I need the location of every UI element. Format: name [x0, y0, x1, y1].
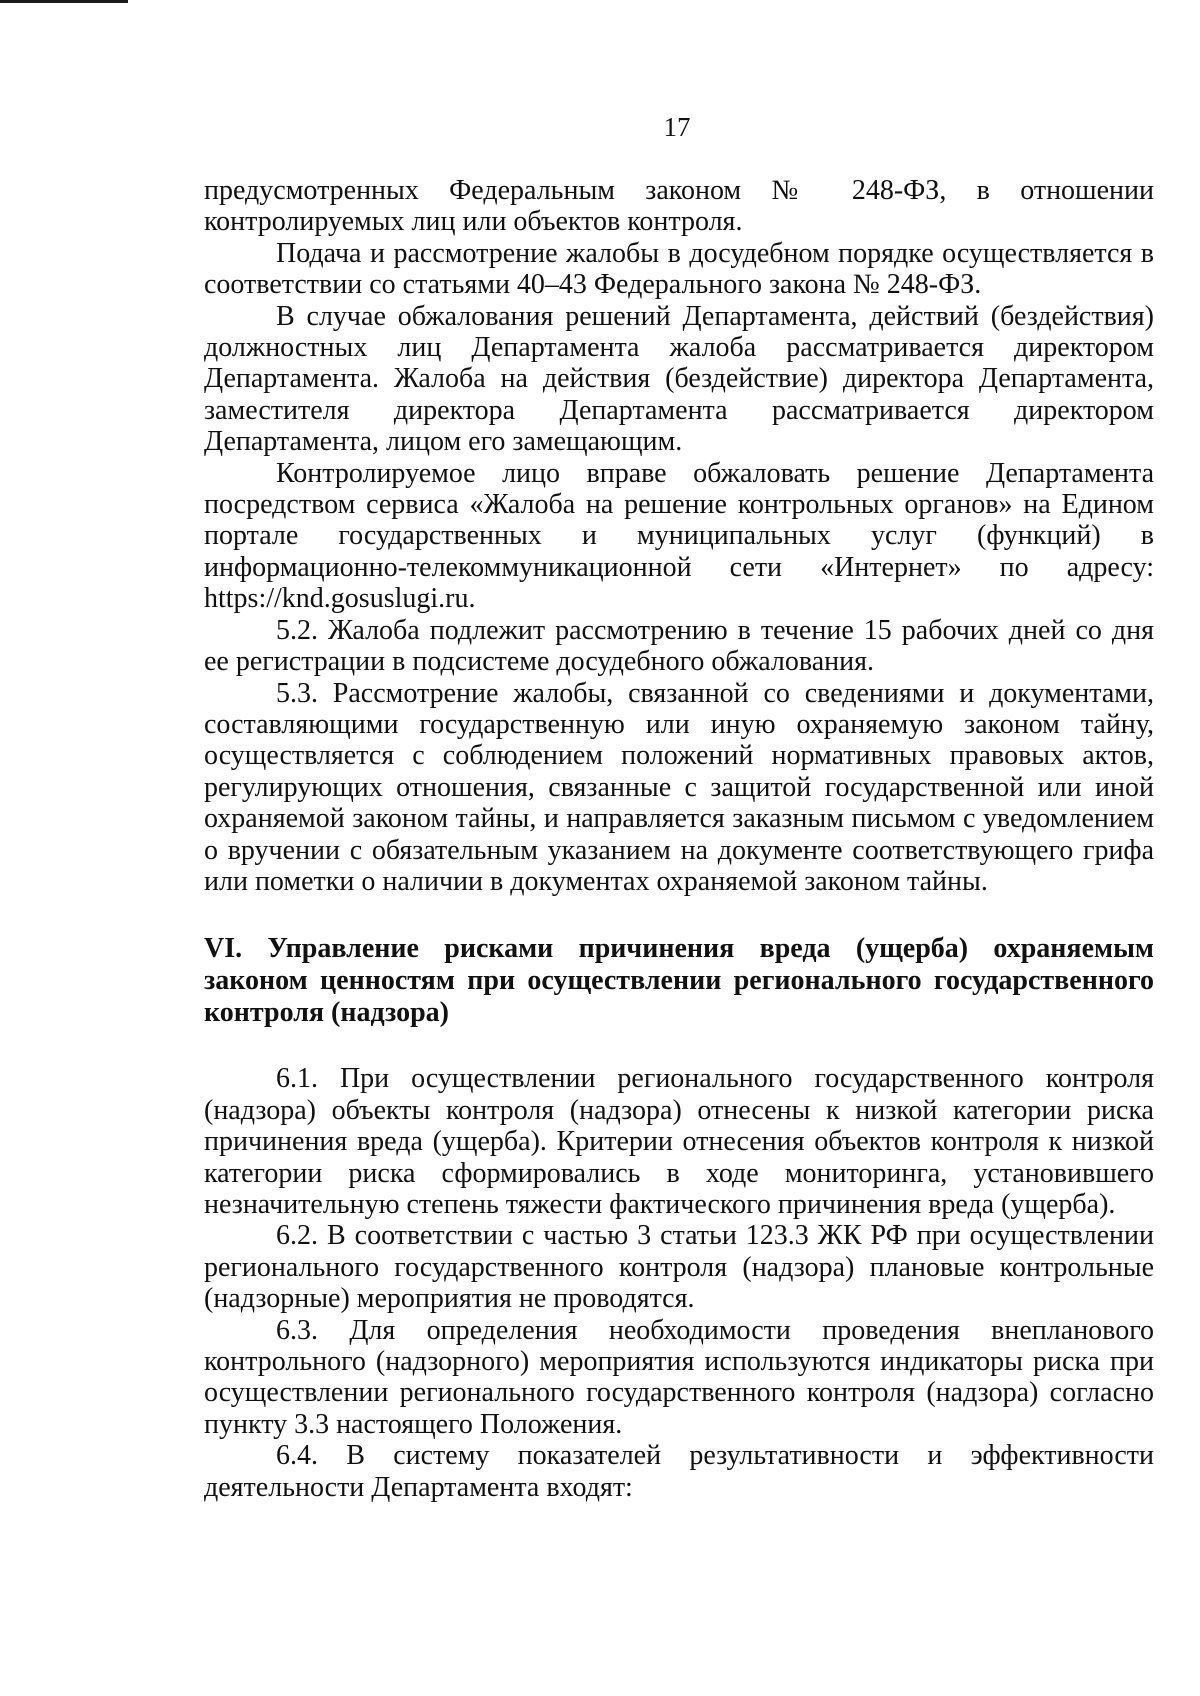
paragraph: 6.1. При осуществлении регионального государственного контроля (надзора) объекты контроля (надзора) отнесены к низкой категории риска причинения вреда (ущерба). Критерии отнесения объектов контроля к низкой категории риска сформировались в ходе мониторинга, установившего незначительную степень тяжести фактического причинения вреда (ущерба). [204, 1063, 1154, 1220]
paragraph: предусмотренных Федеральным законом № 248-ФЗ, в отношении контролируемых лиц или объектов контроля. [204, 175, 1154, 238]
paragraph: В случае обжалования решений Департамента, действий (бездействия) должностных лиц Департамента жалоба рассматривается директором Департамента. Жалоба на действия (бездействие) директора Департамента, заместителя директора Департамента рассматривается директором Департамента, лицом его замещающим. [204, 300, 1154, 458]
paragraph: 6.3. Для определения необходимости проведения внепланового контрольного (надзорного) мероприятия используются индикаторы риска при осуществлении регионального государственного контроля (надзора) согласно пункту 3.3 настоящего Положения. [204, 1314, 1154, 1440]
paragraph: 5.3. Рассмотрение жалобы, связанной со сведениями и документами, составляющими государственную или иную охраняемую законом тайну, осуществляется с соблюдением положений нормативных правовых актов, регулирующих отношения, связанные с защитой государственной или иной охраняемой законом тайны, и направляется заказным письмом с уведомлением о вручении с обязательным указанием на документе соответствующего грифа или пометки о наличии в документах охраняемой законом тайны. [204, 677, 1154, 897]
paragraphs-after-heading [204, 1063, 1154, 1503]
paragraphs-before-heading [204, 175, 1154, 897]
scan-edge-mark [0, 0, 128, 3]
paragraph: 6.4. В систему показателей результативности и эффективности деятельности Департамента входят: [204, 1440, 1154, 1503]
paragraph: Подача и рассмотрение жалобы в досудебном порядке осуществляется в соответствии со статьями 40–43 Федерального закона № 248-ФЗ. [204, 237, 1154, 301]
page-number: 17 [663, 112, 691, 142]
paragraph: Контролируемое лицо вправе обжаловать решение Департамента посредством сервиса «Жалоба на решение контрольных органов» на Едином портале государственных и муниципальных услуг (функций) в информационно-телекоммуникационной сети «Интернет» по адресу: https://knd.gosuslugi.ru. [204, 457, 1154, 615]
section-heading: VI. Управление рисками причинения вреда (ущерба) охраняемым законом ценностям при осуществлении регионального государственного контроля (надзора) [204, 933, 1154, 1029]
paragraph: 6.2. В соответствии с частью 3 статьи 123.3 ЖК РФ при осуществлении регионального государственного контроля (надзора) плановые контрольные (надзорные) мероприятия не проводятся. [204, 1220, 1154, 1315]
paragraph: 5.2. Жалоба подлежит рассмотрению в течение 15 рабочих дней со дня ее регистрации в подсистеме досудебного обжалования. [204, 614, 1154, 678]
document-body [204, 175, 1154, 1503]
